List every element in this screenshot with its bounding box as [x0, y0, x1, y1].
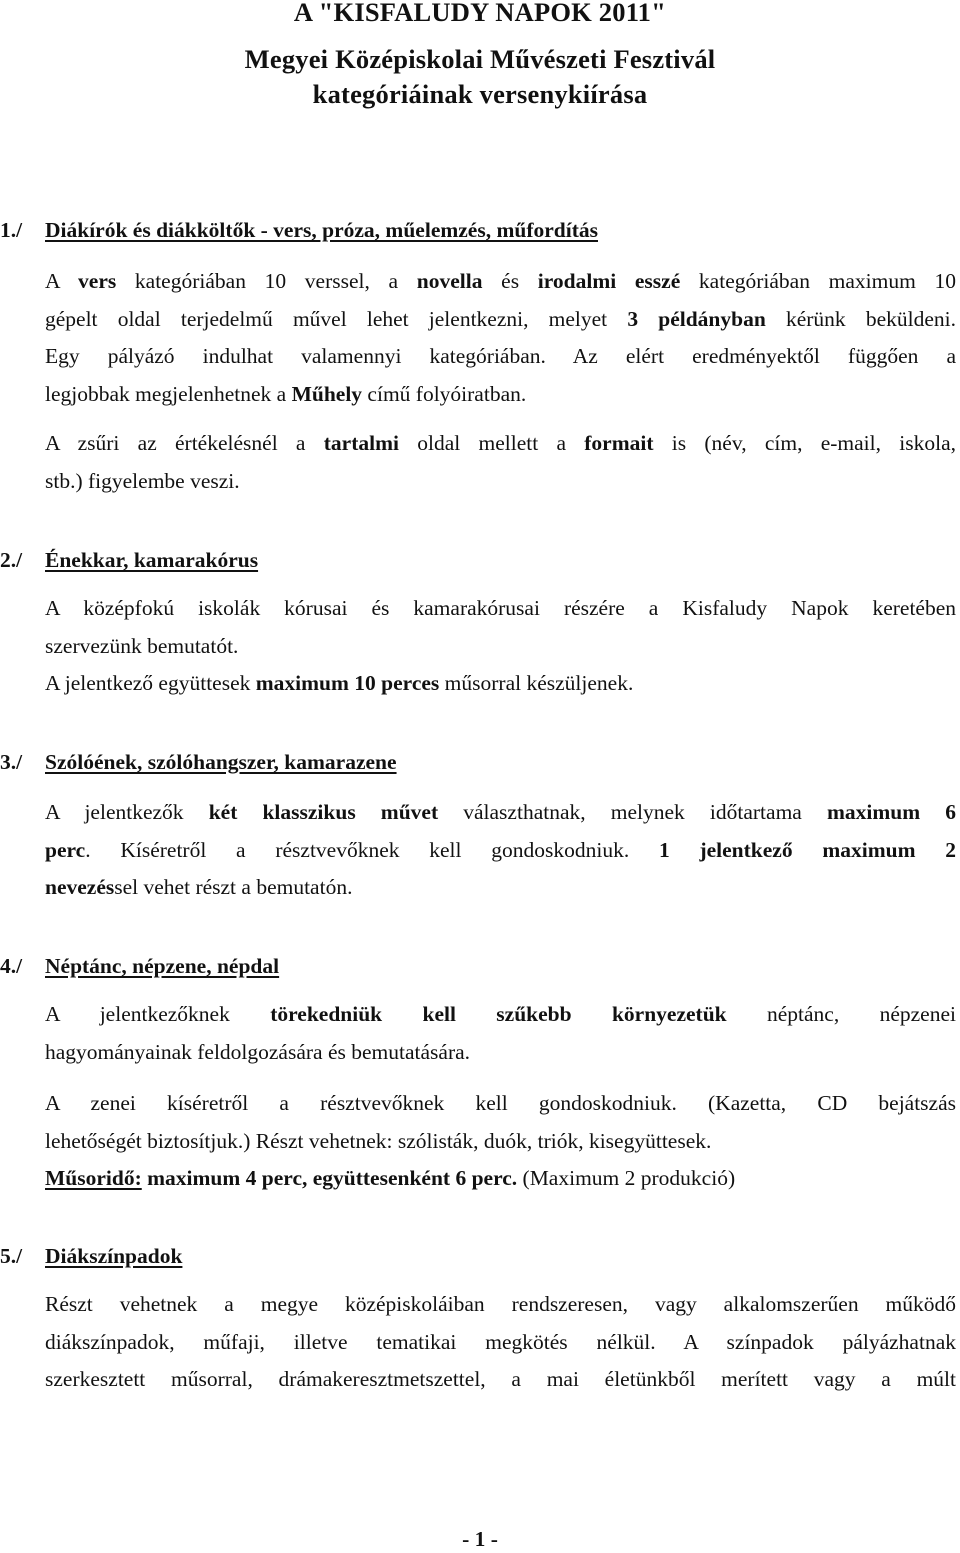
section-5-heading: [0, 1242, 182, 1270]
section-number: 3./: [0, 750, 23, 774]
text-line: A jelentkezők két klasszikus művet választhatnak, melynek időtartama maximum 6: [45, 800, 956, 824]
text-line: A jelentkezőknek törekedniük kell szűkebb környezetük néptánc, népzenei: [45, 1002, 956, 1026]
page-number: - 1 -: [462, 1527, 498, 1551]
section-3-heading: [0, 748, 397, 776]
section-title: Diákszínpadok: [45, 1244, 183, 1268]
text-line: A zenei kíséretről a résztvevőknek kell gondoskodniuk. (Kazetta, CD bejátszás: [45, 1091, 956, 1115]
text-line: A jelentkező együttesek maximum 10 perces műsorral készüljenek.: [45, 671, 634, 695]
text-line: gépelt oldal terjedelmű művel lehet jelentkezni, melyet 3 példányban kérünk beküldeni.: [45, 306, 956, 331]
text-line: A középfokú iskolák kórusai és kamarakórusai részére a Kisfaludy Napok keretében: [45, 596, 956, 620]
section-1-paragraph-2: [45, 425, 956, 500]
section-1-heading: [0, 216, 598, 244]
section-number: 1./: [0, 218, 23, 242]
text-line: A vers kategóriában 10 verssel, a novella és irodalmi esszé kategóriában maximum 10: [45, 269, 956, 293]
title-line-2: Megyei Középiskolai Művészeti Fesztivál: [244, 44, 716, 74]
section-4-paragraph-2: [45, 1085, 956, 1198]
title-line-1: A "KISFALUDY NAPOK 2011": [293, 0, 667, 27]
section-title: Néptánc, népzene, népdal: [45, 954, 280, 978]
section-number: 4./: [0, 954, 23, 978]
section-number: 2./: [0, 548, 23, 572]
section-title: Diákírók és diákköltők - vers, próza, műelemzés, műfordítás: [45, 218, 598, 242]
section-3-paragraph-1: [45, 794, 956, 907]
text-line: Részt vehetnek a megye középiskoláiban rendszeresen, vagy alkalomszerűen működő: [45, 1292, 956, 1316]
text-line: diákszínpadok, műfaji, illetve tematikai megkötés nélkül. A színpadok pályázhatnak: [45, 1329, 956, 1354]
section-4-heading: [0, 952, 279, 980]
text-line: stb.) figyelembe veszi.: [45, 468, 240, 493]
text-line: hagyományainak feldolgozására és bemutatására.: [45, 1039, 471, 1064]
title-line-3: kategóriáinak versenykiírása: [312, 79, 648, 109]
section-2-heading: [0, 546, 258, 574]
section-1-paragraph-1: [45, 263, 956, 413]
text-line: Műsoridő: maximum 4 perc, együttesenként 6 perc. (Maximum 2 produkció): [45, 1166, 736, 1190]
section-title: Szólóének, szólóhangszer, kamarazene: [45, 750, 397, 774]
section-number: 5./: [0, 1244, 23, 1268]
section-5-paragraph-1: [45, 1286, 956, 1399]
text-line: nevezéssel vehet részt a bemutatón.: [45, 875, 353, 899]
text-line: Egy pályázó indulhat valamennyi kategóriában. Az elért eredményektől függően a: [45, 344, 956, 368]
text-line: szerkesztett műsorral, drámakeresztmetszettel, a mai életünkből merített vagy a múlt: [45, 1367, 956, 1391]
section-2-paragraph-1: [45, 590, 956, 703]
text-line: perc. Kíséretről a résztvevőknek kell gondoskodniuk. 1 jelentkező maximum 2: [45, 837, 957, 862]
section-4-paragraph-1: [45, 996, 956, 1071]
text-line: szervezünk bemutatót.: [45, 633, 239, 658]
text-line: A zsűri az értékelésnél a tartalmi oldal mellett a formait is (név, cím, e-mail, iskola,: [45, 431, 956, 455]
text-line: legjobbak megjelenhetnek a Műhely című folyóiratban.: [45, 381, 527, 406]
section-title: Énekkar, kamarakórus: [45, 548, 259, 572]
text-line: lehetőségét biztosítjuk.) Részt vehetnek: szólisták, duók, triók, kisegyüttesek.: [45, 1128, 712, 1153]
